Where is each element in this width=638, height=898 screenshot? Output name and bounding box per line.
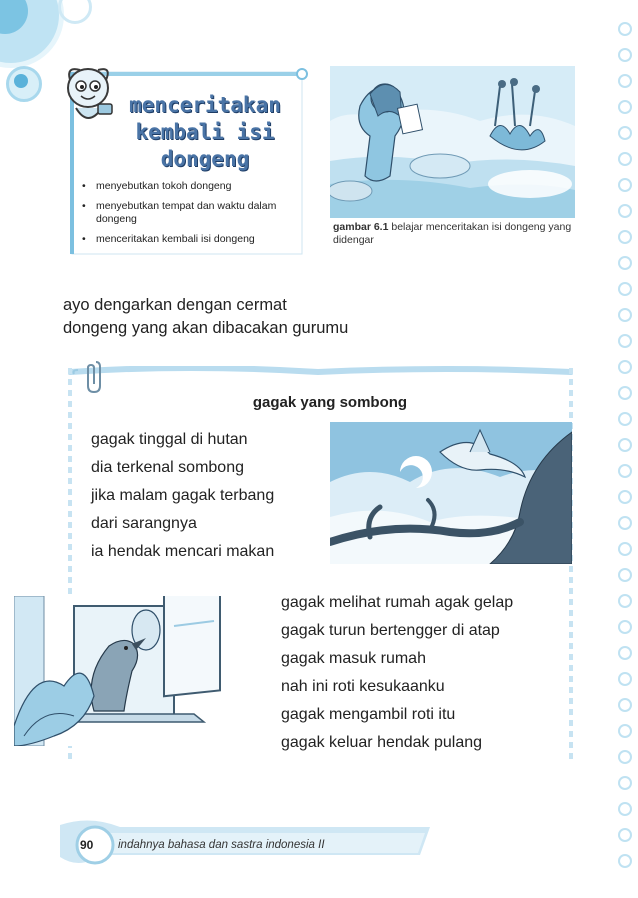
- story-stanza-1: [91, 426, 331, 566]
- objective-item: • menyebutkan tempat dan waktu dalam dongeng: [80, 200, 295, 226]
- paperclip-icon: [86, 358, 102, 394]
- story-title: gagak yang sombong: [252, 394, 408, 411]
- intro-line: dongeng yang akan dibacakan gurumu: [63, 319, 349, 337]
- story-line: gagak tinggal di hutan: [91, 431, 248, 448]
- objective-item: • menyebutkan tokoh dongeng: [80, 180, 295, 193]
- figure-caption: [333, 221, 583, 247]
- footer-book-title: indahnya bahasa dan sastra indonesia II: [118, 839, 325, 851]
- crow-window-illustration: [14, 596, 270, 746]
- story-line: gagak melihat rumah agak gelap: [281, 594, 514, 611]
- objectives-title-line: menceritakan: [129, 93, 281, 117]
- story-line: ia hendak mencari makan: [91, 543, 275, 560]
- story-line: nah ini roti kesukaanku: [281, 678, 445, 695]
- crow-flying-illustration: [330, 422, 572, 564]
- intro-line: ayo dengarkan dengan cermat: [63, 296, 287, 314]
- objective-item: • menceritakan kembali isi dongeng: [80, 233, 295, 246]
- figure-caption-text: belajar menceritakan isi dongeng yang didengar: [333, 221, 572, 246]
- intro-text: [63, 294, 463, 340]
- objectives-title-line: dongeng: [160, 147, 250, 171]
- story-line: dari sarangnya: [91, 515, 197, 532]
- objectives-title: [100, 92, 310, 173]
- story-line: dia terkenal sombong: [91, 459, 244, 476]
- corner-decoration-dot: [14, 74, 28, 88]
- page-number: 90: [80, 838, 94, 852]
- story-line: gagak masuk rumah: [281, 650, 426, 667]
- story-stanza-2: [281, 589, 581, 757]
- girl-reading-illustration: [330, 66, 575, 218]
- figure-label: gambar 6.1: [333, 221, 389, 233]
- story-line: gagak turun bertengger di atap: [281, 622, 500, 639]
- story-line: gagak keluar hendak pulang: [281, 734, 483, 751]
- objectives-title-line: kembali isi: [135, 120, 275, 144]
- story-line: jika malam gagak terbang: [91, 487, 275, 504]
- story-line: gagak mengambil roti itu: [281, 706, 456, 723]
- objectives-list: [80, 180, 295, 253]
